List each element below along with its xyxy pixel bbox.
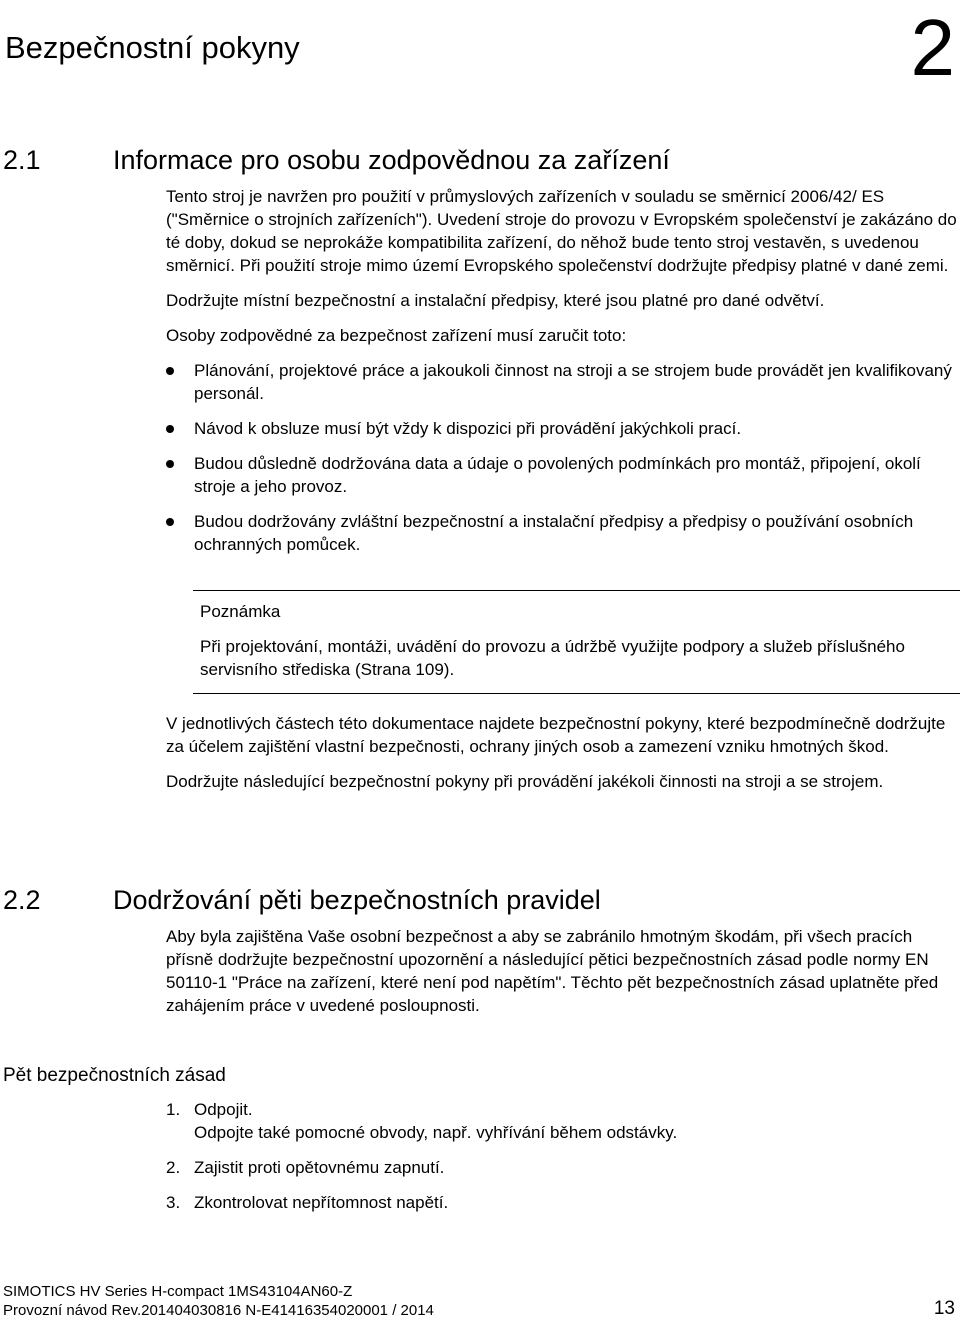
step-number: 2. <box>166 1158 181 1177</box>
steps-block <box>166 1098 958 1226</box>
paragraph: Osoby zodpovědné za bezpečnost zařízení musí zaručit toto: <box>166 326 627 345</box>
bullet-list <box>166 359 958 556</box>
list-item <box>166 1191 958 1214</box>
list-item <box>166 1098 958 1144</box>
subheading: Pět bezpečnostních zásad <box>3 1065 226 1086</box>
note-text: Při projektování, montáži, uvádění do provozu a údržbě využijte podpory a služeb příslušného servisního střediska (Strana 109). <box>200 637 905 679</box>
list-item-text: Plánování, projektové práce a jakoukoli činnost na stroji a se strojem bude provádět jen kvalifikovaný personál. <box>194 361 952 403</box>
section-2-2-body <box>166 925 958 1029</box>
chapter-title: Bezpečnostní pokyny <box>5 30 300 65</box>
note-box <box>200 600 958 681</box>
list-item <box>166 452 958 498</box>
paragraph: Tento stroj je navržen pro použití v průmyslových zařízeních v souladu se směrnicí 2006/42/ ES ("Směrnice o strojních zařízeních"). Uvedení stroje do provozu v Evropském společenství je zakázáno do té doby, dokud se neprokáže kompatibilita zařízení, do něhož bude tento stroj vestavěn, s uvedenou směrnicí. Při použití stroje mimo území Evropského společenství dodržujte předpisy platné v dané zemi. <box>166 187 957 275</box>
footer-line-2: Provozní návod Rev.201404030816 N-E41416354020001 / 2014 <box>3 1302 434 1319</box>
bullet-icon <box>166 367 174 375</box>
paragraph: Dodržujte místní bezpečnostní a instalační předpisy, které jsou platné pro dané odvětví. <box>166 291 825 310</box>
list-item <box>166 1156 958 1179</box>
list-item <box>166 359 958 405</box>
paragraph: V jednotlivých částech této dokumentace najdete bezpečnostní pokyny, které bezpodmínečně dodržujte za účelem zajištění vlastní bezpečnosti, ochrany jiných osob a zamezení vzniku hmotných škod. <box>166 714 946 756</box>
paragraph: Dodržujte následující bezpečnostní pokyny při provádění jakékoli činnosti na stroji a se strojem. <box>166 772 884 791</box>
step-text: Zkontrolovat nepřítomnost napětí. <box>194 1193 449 1212</box>
list-item <box>166 510 958 556</box>
bullet-icon <box>166 425 174 433</box>
bullet-icon <box>166 518 174 526</box>
paragraph: Aby byla zajištěna Vaše osobní bezpečnost a aby se zabránilo hmotným škodám, při všech pracích přísně dodržujte bezpečnostní upozornění a následující pětici bezpečnostních zásad podle normy EN 50110-1 "Práce na zařízení, které není pod napětím". Těchto pět bezpečnostních zásad uplatněte před zahájením práce v uvedené posloupnosti. <box>166 927 939 1015</box>
numbered-list <box>166 1098 958 1214</box>
step-subtext: Odpojte také pomocné obvody, např. vyhřívání během odstávky. <box>194 1123 678 1142</box>
step-number: 3. <box>166 1193 181 1212</box>
note-title: Poznámka <box>200 602 281 621</box>
section-2-2-heading <box>3 883 903 917</box>
section-number: 2.2 <box>3 885 41 915</box>
note-bottom-rule <box>193 693 960 694</box>
chapter-number: 2 <box>910 3 955 92</box>
step-number: 1. <box>166 1100 181 1119</box>
after-note-text <box>166 712 958 805</box>
section-title: Informace pro osobu zodpovědnou za zařízení <box>113 145 670 175</box>
list-item-text: Budou důsledně dodržována data a údaje o povolených podmínkách pro montáž, připojení, okolí stroje a jeho provoz. <box>194 454 921 496</box>
section-2-1-body <box>166 185 958 568</box>
list-item-text: Návod k obsluze musí být vždy k dispozici při provádění jakýchkoli prací. <box>194 419 742 438</box>
step-text: Zajistit proti opětovnému zapnutí. <box>194 1158 445 1177</box>
note-top-rule <box>193 590 960 591</box>
list-item <box>166 417 958 440</box>
section-2-1-heading <box>3 143 903 177</box>
step-text: Odpojit. <box>194 1100 253 1119</box>
list-item-text: Budou dodržovány zvláštní bezpečnostní a instalační předpisy a předpisy o používání osobních ochranných pomůcek. <box>194 512 914 554</box>
footer-line-1: SIMOTICS HV Series H-compact 1MS43104AN60-Z <box>3 1283 353 1300</box>
bullet-icon <box>166 460 174 468</box>
page-number: 13 <box>933 1298 955 1319</box>
section-number: 2.1 <box>3 145 41 175</box>
section-title: Dodržování pěti bezpečnostních pravidel <box>113 885 601 915</box>
